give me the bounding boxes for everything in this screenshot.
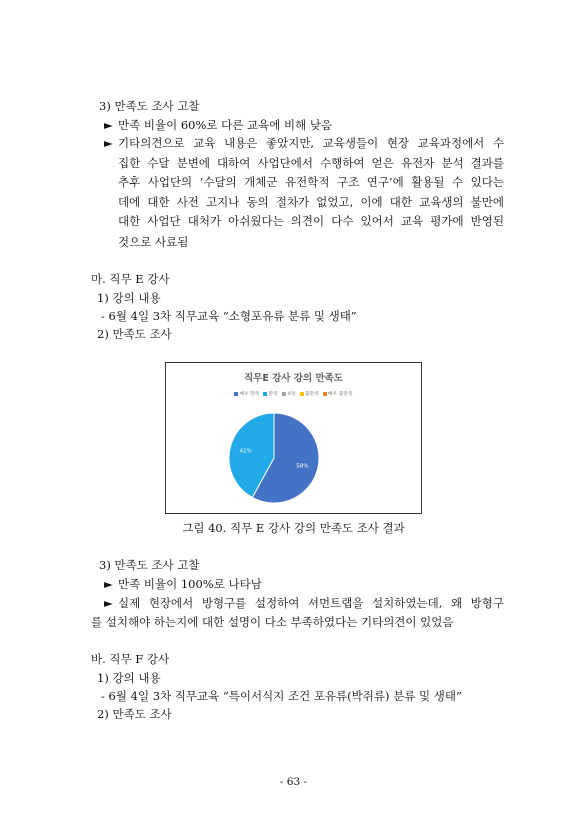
legend-label: 매우 만족 [239,392,260,397]
section-ba-content-heading: 1) 강의 내용 [97,671,161,685]
legend-label: 만족 [268,392,278,397]
section-e-observation-heading: 3) 만족도 조사 고찰 [99,99,200,113]
section-ma-bullet-2-line-2: 를 설치해야 하는지에 대한 설명이 다소 부족하였다는 기타의견이 있었음 [91,615,454,629]
legend-label: 보통 [286,392,296,397]
section-e-bullet-2-line-4: 데에 대한 사전 고지나 동의 절차가 없었고, 이에 대한 교육생의 불만에 [118,194,504,209]
section-ma-observation-heading: 3) 만족도 조사 고찰 [99,558,200,572]
figure-caption: 그림 40. 직무 E 강사 강의 만족도 조사 결과 [182,521,405,535]
bullet-arrow-icon: ► [104,118,113,132]
pie-plot [166,363,421,513]
section-ba-heading: 바. 직무 F 강사 [91,652,170,666]
section-e-bullet-2-line-3: 추후 사업단의 ‘수달의 개체군 유전학적 구조 연구’에 활용될 수 있다는 [118,175,504,189]
section-ma-bullet-2-line-1: ► 실제 현장에서 방형구를 설정하여 셔먼트랩을 설치하였는데, 왜 방형구 [104,594,504,614]
bullet-arrow-icon: ► [104,136,113,150]
section-ma-bullet-1: ► 만족 비율이 100%로 나타남 [104,577,262,591]
section-ma-content-item: - 6월 4일 3차 직무교육 “소형포유류 분류 및 생태” [101,309,357,323]
pie-data-label: 42% [239,448,252,455]
pie-data-label: 58% [296,463,309,470]
bullet-arrow-icon: ► [104,596,113,610]
legend-label: 불만족 [305,392,319,397]
section-e-bullet-2-line-1: ► 기타의견으로 교육 내용은 좋았지만, 교육생들이 현장 교육과정에서 수 [104,134,504,154]
section-ba-survey-heading: 2) 만족도 조사 [97,707,172,721]
bullet-arrow-icon: ► [104,577,113,591]
section-ma-survey-heading: 2) 만족도 조사 [97,327,172,341]
section-ba-content-item: - 6월 4일 3차 직무교육 “특이서식지 조건 포유류(박쥐류) 분류 및 생태” [101,689,462,703]
section-e-bullet-2-line-6: 것으로 사료됨 [118,235,189,249]
section-ma-heading: 마. 직무 E 강사 [91,272,170,286]
section-ma-content-heading: 1) 강의 내용 [97,291,161,305]
page-number: - 63 - [279,776,308,788]
section-e-bullet-2-line-2: 집한 수달 분변에 대하여 사업단에서 수행하여 얻은 유전자 분석 결과를 [118,155,504,170]
section-e-bullet-1: ► 만족 비율이 60%로 다른 교육에 비해 낮음 [104,118,333,132]
satisfaction-pie-chart [165,362,422,514]
legend-label: 매우 불만족 [327,392,353,397]
chart-title: 직무E 강사 강의 만족도 [243,373,343,384]
section-e-bullet-2-line-5: 대한 사업단 대처가 아쉬웠다는 의견이 다수 있어서 교육 평가에 반영된 [118,214,504,228]
